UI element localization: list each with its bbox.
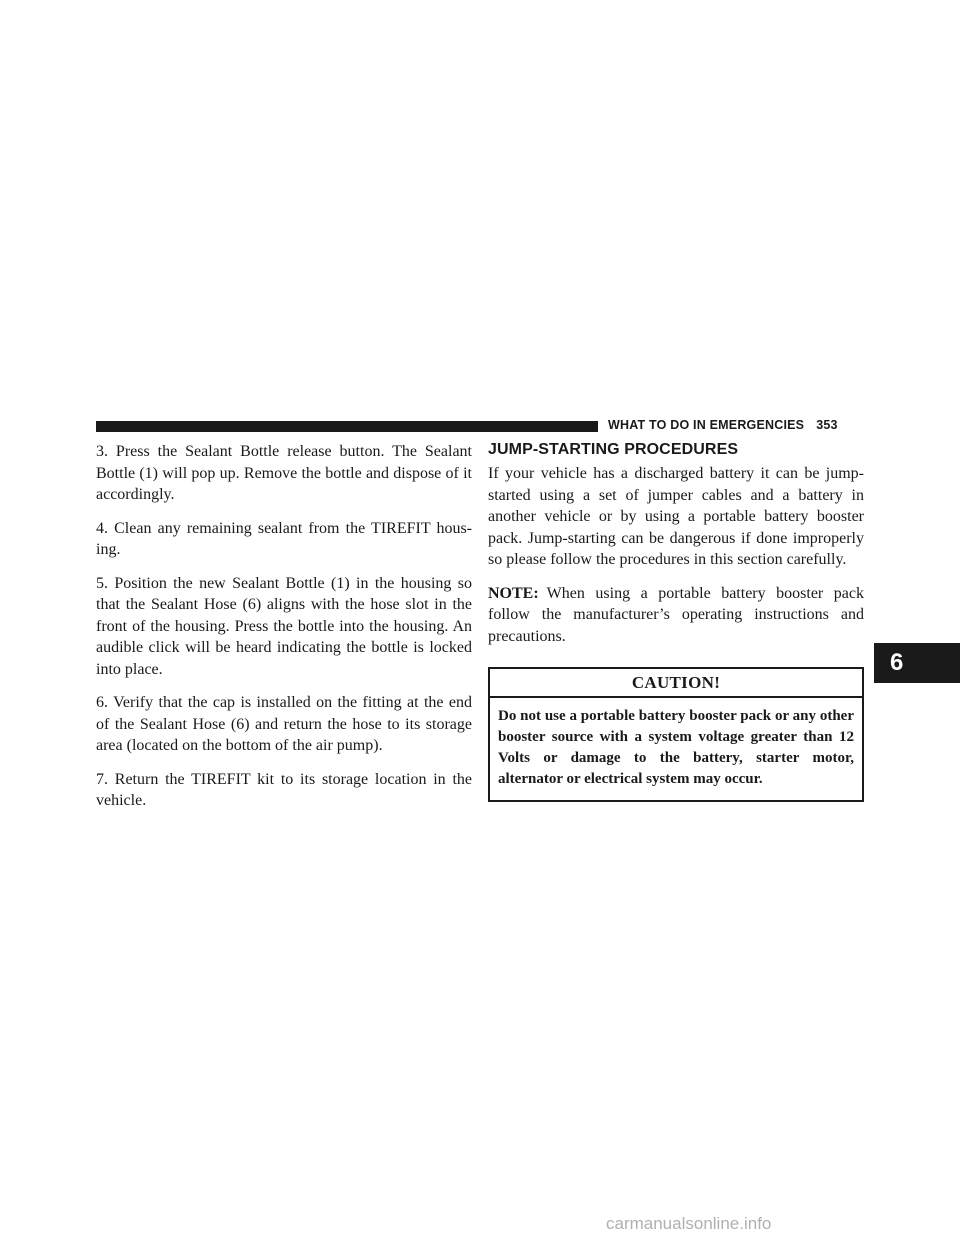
step-3: 3. Press the Sealant Bottle release button. The Sealant Bottle (1) will pop up. Remove the bottle and dispose of it accordingly. xyxy=(96,443,472,503)
step-5: 5. Position the new Sealant Bottle (1) in the housing so that the Sealant Hose (6) aligns with the hose slot in the front of the housing. Press the bottle into the housing. An audible click will be heard indicating the bottle is locked into place. xyxy=(96,574,472,678)
note-label: NOTE: xyxy=(488,584,539,602)
step-6: 6. Verify that the cap is installed on the fitting at the end of the Sealant Hose (6) and return the hose to its storage area (located on the bottom of the air pump). xyxy=(96,694,472,754)
note-paragraph xyxy=(488,583,864,648)
right-column xyxy=(488,441,864,802)
step-4: 4. Clean any remaining sealant from the TIREFIT hous-ing. xyxy=(96,519,472,558)
running-header xyxy=(608,418,838,432)
page-number: 353 xyxy=(816,418,838,432)
caution-body: Do not use a portable battery booster pack or any other booster source with a system voltage greater than 12 Volts or damage to the battery, starter motor, alternator or electrical system may occur. xyxy=(498,708,854,787)
watermark: carmanualsonline.info xyxy=(606,1214,772,1233)
header-rule xyxy=(96,421,598,432)
section-title: WHAT TO DO IN EMERGENCIES xyxy=(608,418,805,432)
section-heading: JUMP-STARTING PROCEDURES xyxy=(488,441,739,458)
intro-paragraph: If your vehicle has a discharged battery it can be jump-started using a set of jumper cables and a battery in another vehicle or by using a portable battery booster pack. Jump-starting can be dangerous if done improperly so please follow the procedures in this section carefully. xyxy=(488,465,864,568)
left-column xyxy=(96,441,472,824)
step-7: 7. Return the TIREFIT kit to its storage location in the vehicle. xyxy=(96,770,472,809)
caution-title: CAUTION! xyxy=(490,669,862,698)
chapter-tab: 6 xyxy=(874,643,960,683)
note-text: When using a portable battery booster pack follow the manufacturer’s operating instructions and precautions. xyxy=(488,584,864,645)
caution-box xyxy=(488,667,864,802)
